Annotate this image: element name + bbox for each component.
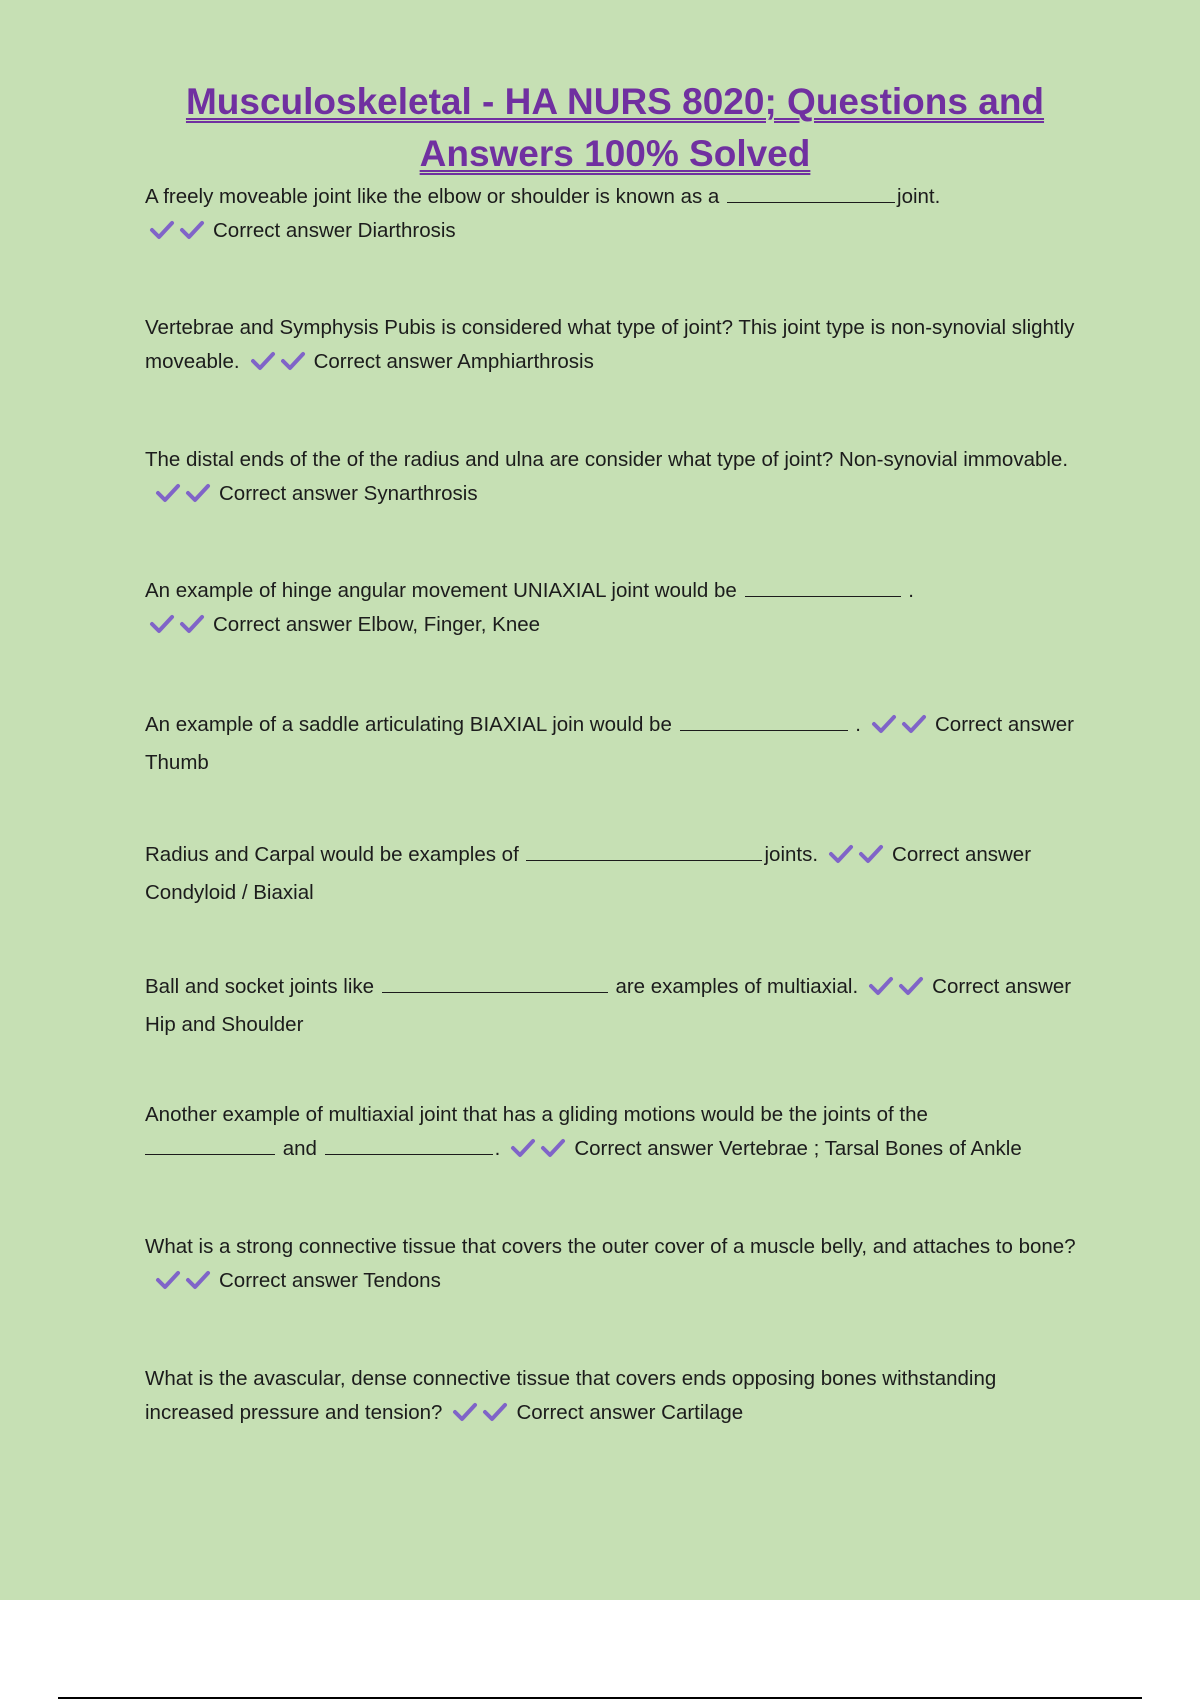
question-text: Vertebrae and Symphysis Pubis is considered what type of joint? This joint type is non-synovial slightly moveable. Correct answer Amphiarthrosis [145, 311, 1080, 383]
correct-answer: Correct answer Hip and Shoulder [145, 975, 1072, 1036]
qa-item [145, 708, 1080, 780]
question-text: Ball and socket joints like are examples of multiaxial. Correct answer Hip and Shoulder [145, 970, 1080, 1042]
correct-answer: Correct answer Synarthrosis [219, 482, 478, 505]
correct-answer: Correct answer Tendons [219, 1269, 441, 1292]
question-continuation: and . Correct answer Vertebrae ; Tarsal Bones of Ankle [145, 1132, 1080, 1170]
check-mark-icon [185, 482, 211, 504]
check-mark-icon [185, 1269, 211, 1291]
document-title: Musculoskeletal - HA NURS 8020; Questions and Answers 100% Solved [185, 81, 1045, 174]
answer-blank [526, 840, 762, 861]
answer-line [145, 608, 1080, 646]
qa-item [145, 1362, 1080, 1434]
double-check-icon [155, 481, 215, 515]
correct-answer: Correct answer Diarthrosis [213, 219, 456, 242]
check-mark-icon [149, 613, 175, 635]
answer-line [145, 214, 1080, 252]
check-mark-icon [179, 613, 205, 635]
answer-blank [145, 1134, 275, 1155]
question-text: Another example of multiaxial joint that has a gliding motions would be the joints of the [145, 1103, 928, 1126]
check-mark-icon [540, 1137, 566, 1159]
check-mark-icon [510, 1137, 536, 1159]
question-text: Radius and Carpal would be examples of joints. Correct answer Condyloid / Biaxial [145, 838, 1080, 910]
correct-answer: Correct answer Vertebrae ; Tarsal Bones of Ankle [574, 1137, 1022, 1160]
question-text: An example of a saddle articulating BIAXIAL join would be . Correct answer Thumb [145, 708, 1080, 780]
double-check-icon [149, 218, 209, 252]
double-check-icon [452, 1400, 512, 1434]
question-text: An example of hinge angular movement UNIAXIAL joint would be . [145, 574, 1080, 608]
check-mark-icon [898, 975, 924, 997]
question-text: What is the avascular, dense connective tissue that covers ends opposing bones withstanding increased pressure and tension? Correct answer Cartilage [145, 1362, 1080, 1434]
double-check-icon [828, 842, 888, 876]
answer-blank [745, 576, 901, 597]
double-check-icon [868, 974, 928, 1008]
double-check-icon [149, 612, 209, 646]
answer-blank [727, 182, 895, 203]
answer-blank [382, 972, 608, 993]
double-check-icon [250, 349, 310, 383]
check-mark-icon [155, 482, 181, 504]
check-mark-icon [179, 219, 205, 241]
check-mark-icon [828, 843, 854, 865]
question-text: A freely moveable joint like the elbow or shoulder is known as a joint. [145, 180, 1080, 214]
check-mark-icon [149, 219, 175, 241]
double-check-icon [510, 1136, 570, 1170]
qa-item [145, 180, 1080, 252]
footer-divider [58, 1697, 1142, 1699]
check-mark-icon [858, 843, 884, 865]
question-text: The distal ends of the of the radius and ulna are consider what type of joint? Non-synovial immovable.Correct answer Synarthrosis [145, 443, 1080, 515]
double-check-icon [155, 1268, 215, 1302]
check-mark-icon [155, 1269, 181, 1291]
qa-item [145, 1230, 1080, 1302]
check-mark-icon [871, 713, 897, 735]
correct-answer: Correct answer Cartilage [516, 1401, 744, 1424]
correct-answer: Correct answer Elbow, Finger, Knee [213, 613, 541, 636]
double-check-icon [871, 712, 931, 746]
qa-item [145, 311, 1080, 383]
question-text: What is a strong connective tissue that covers the outer cover of a muscle belly, and attaches to bone?Correct answer Tendons [145, 1230, 1080, 1302]
correct-answer: Correct answer Thumb [145, 713, 1074, 774]
answer-blank [680, 710, 848, 731]
check-mark-icon [901, 713, 927, 735]
qa-item [145, 574, 1080, 646]
answer-blank [325, 1134, 493, 1155]
qa-item [145, 970, 1080, 1042]
qa-item [145, 443, 1080, 515]
check-mark-icon [250, 350, 276, 372]
check-mark-icon [868, 975, 894, 997]
correct-answer: Correct answer Condyloid / Biaxial [145, 843, 1032, 904]
check-mark-icon [452, 1401, 478, 1423]
check-mark-icon [482, 1401, 508, 1423]
check-mark-icon [280, 350, 306, 372]
correct-answer: Correct answer Amphiarthrosis [313, 350, 594, 373]
qa-item [145, 838, 1080, 910]
qa-item [145, 1098, 1080, 1170]
